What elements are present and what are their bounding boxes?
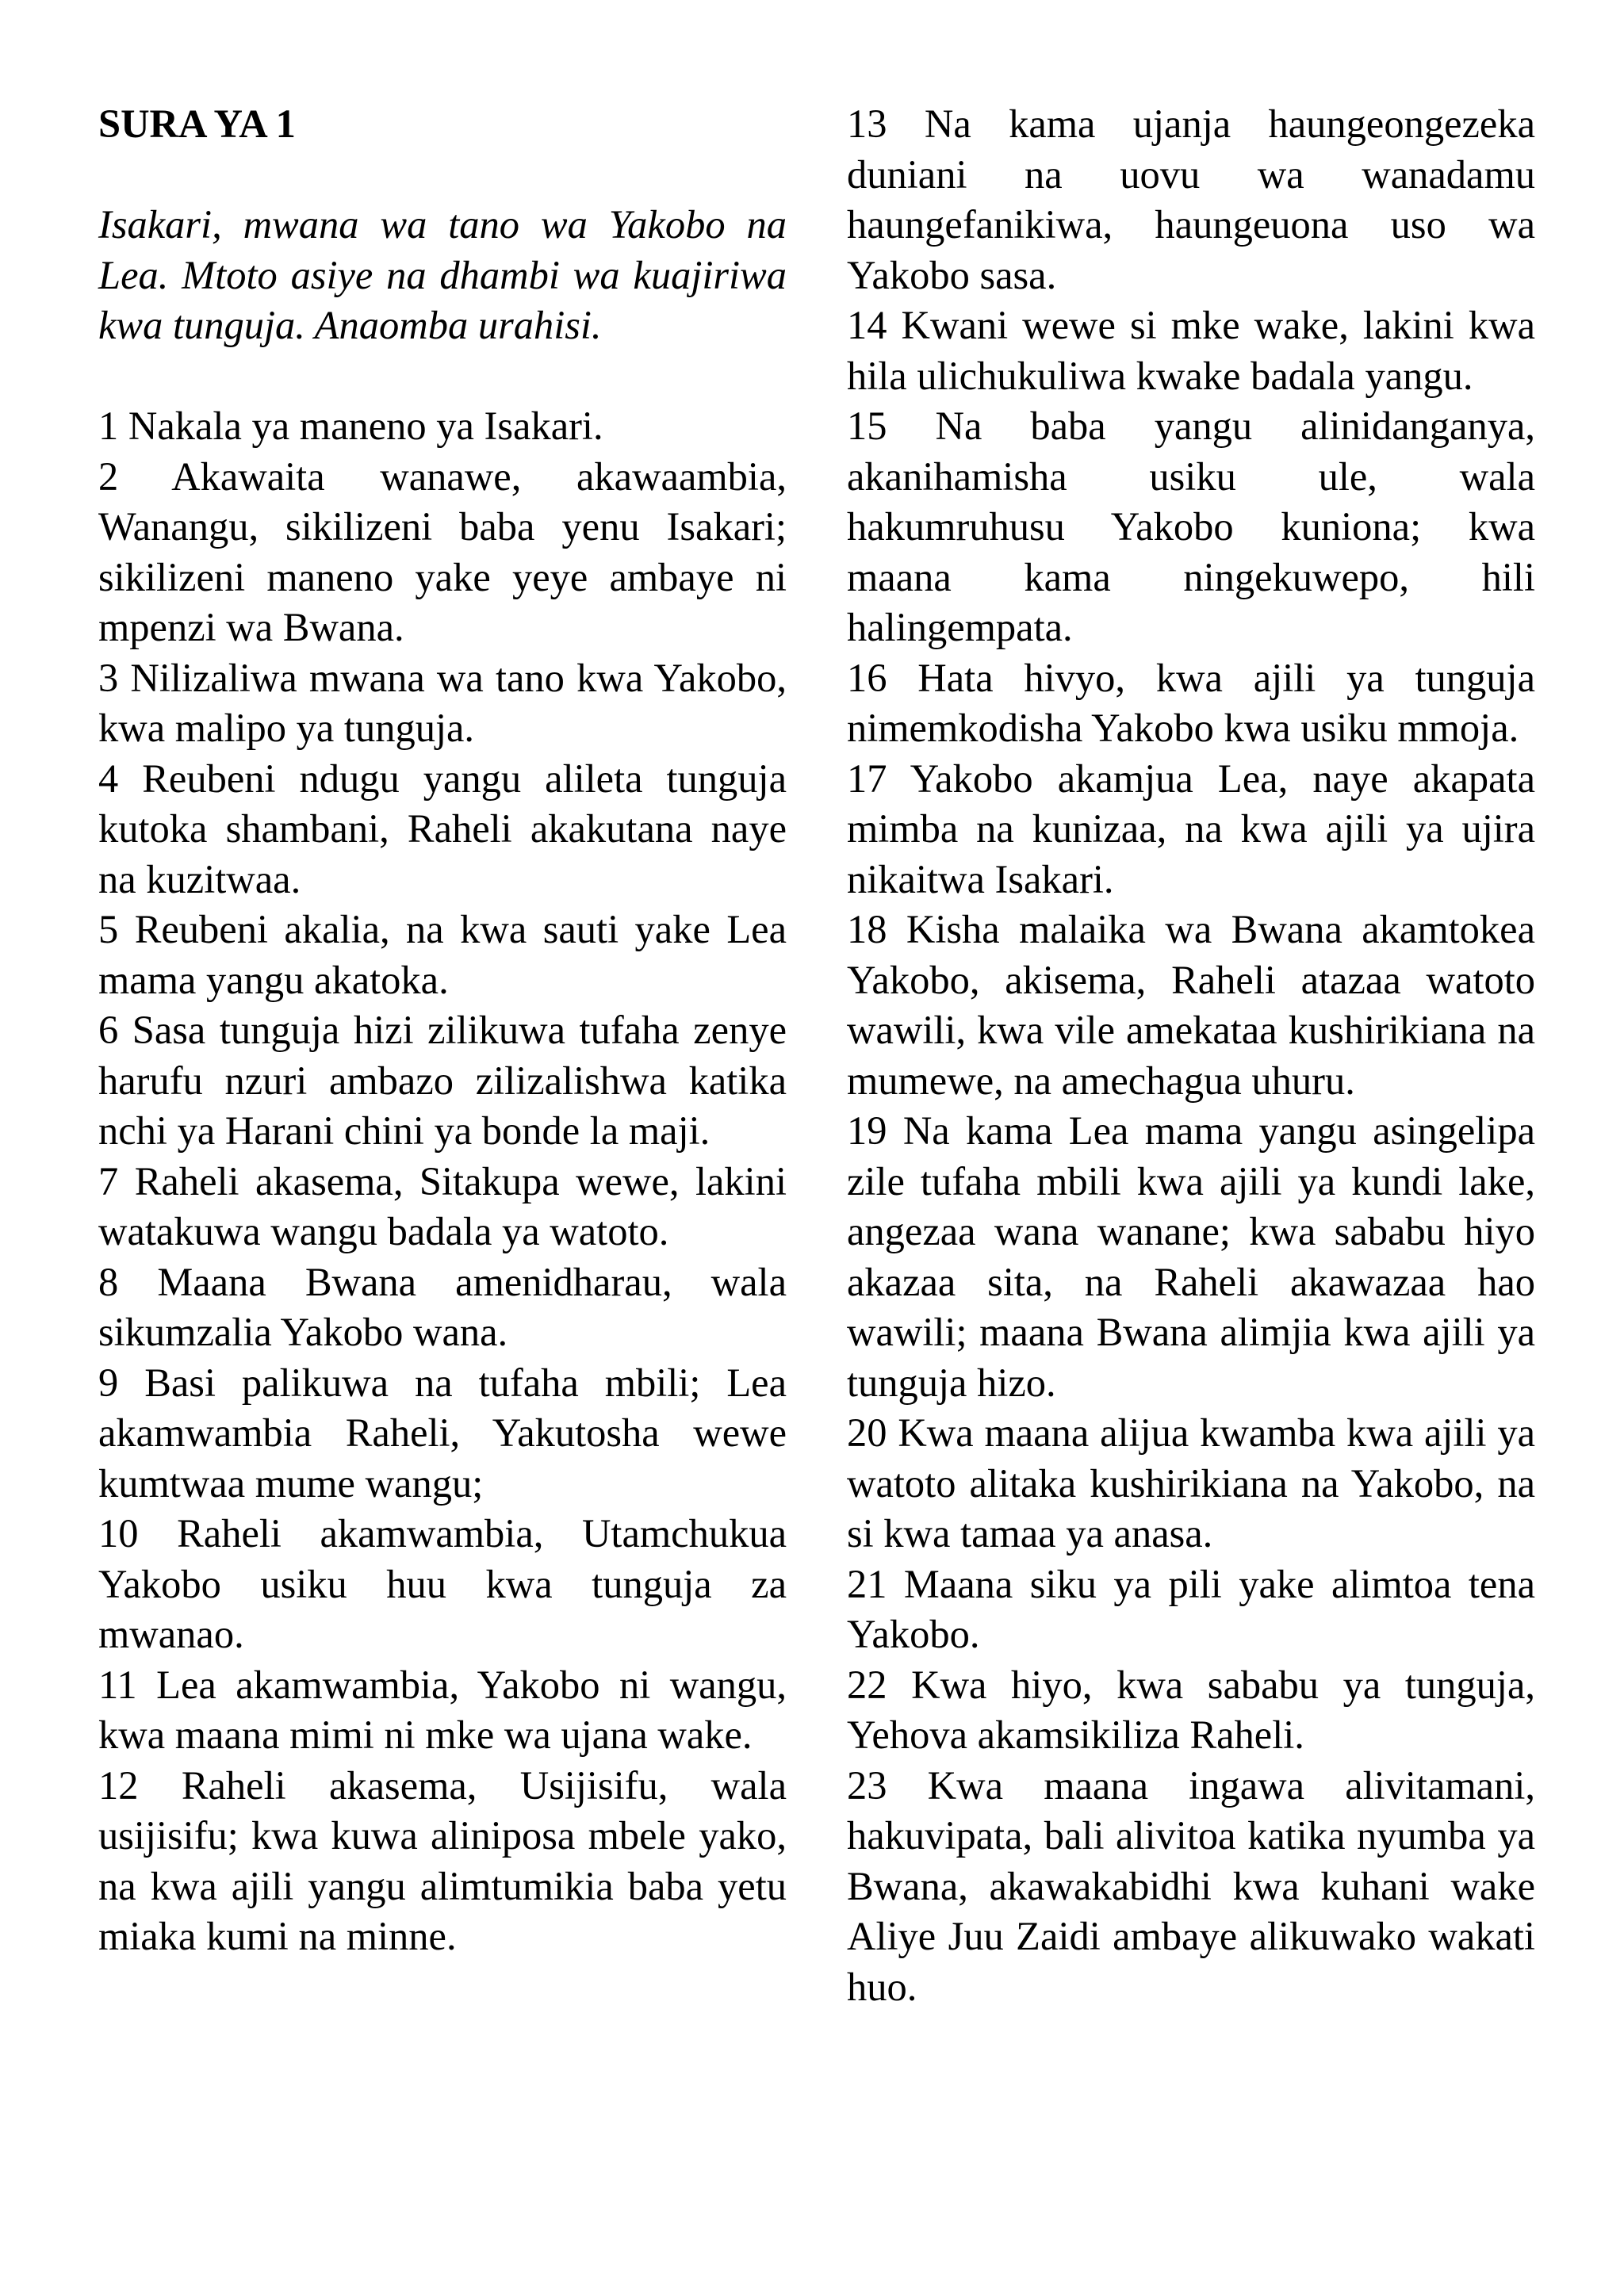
- verse: 8 Maana Bwana amenidharau, wala sikumzalia Yakobo wana.: [98, 1259, 787, 1354]
- chapter-heading: SURA YA 1: [98, 101, 296, 146]
- verse: 10 Raheli akamwambia, Utamchukua Yakobo usiku huu kwa tunguja za mwanao.: [98, 1511, 787, 1656]
- verse: 12 Raheli akasema, Usijisifu, wala usijisifu; kwa kuwa aliniposa mbele yako, na kwa ajili yangu alimtumikia baba yetu miaka kumi na minne.: [98, 1762, 787, 1958]
- verse: 21 Maana siku ya pili yake alimtoa tena Yakobo.: [847, 1561, 1535, 1656]
- verse: 7 Raheli akasema, Sitakupa wewe, lakini watakuwa wangu badala ya watoto.: [98, 1158, 787, 1253]
- verse: 3 Nilizaliwa mwana wa tano kwa Yakobo, kwa malipo ya tunguja.: [98, 655, 787, 750]
- verse: 9 Basi palikuwa na tufaha mbili; Lea akamwambia Raheli, Yakutosha wewe kumtwaa mume wangu;: [98, 1360, 787, 1506]
- left-column: [98, 99, 787, 1962]
- verse: 2 Akawaita wanawe, akawaambia, Wanangu, sikilizeni baba yenu Isakari; sikilizeni maneno yake yeye ambaye ni mpenzi wa Bwana.: [98, 453, 787, 649]
- verse: 4 Reubeni ndugu yangu alileta tunguja kutoka shambani, Raheli akakutana naye na kuzitwaa.: [98, 756, 787, 901]
- verse-list-left: [98, 401, 787, 1962]
- verse: 5 Reubeni akalia, na kwa sauti yake Lea mama yangu akatoka.: [98, 907, 787, 1002]
- verse: 13 Na kama ujanja haungeongezeka duniani na uovu wa wanadamu haungefanikiwa, haungeuona uso wa Yakobo sasa.: [847, 101, 1535, 297]
- verse: 14 Kwani wewe si mke wake, lakini kwa hila ulichukuliwa kwake badala yangu.: [847, 303, 1535, 398]
- verse: 20 Kwa maana alijua kwamba kwa ajili ya watoto alitaka kushirikiana na Yakobo, na si kwa tamaa ya anasa.: [847, 1410, 1535, 1556]
- verse: 6 Sasa tunguja hizi zilikuwa tufaha zenye harufu nzuri ambazo zilizalishwa katika nchi ya Harani chini ya bonde la maji.: [98, 1008, 787, 1153]
- verse: 22 Kwa hiyo, kwa sababu ya tunguja, Yehova akamsikiliza Raheli.: [847, 1662, 1535, 1757]
- verse: 16 Hata hivyo, kwa ajili ya tunguja nimemkodisha Yakobo kwa usiku mmoja.: [847, 655, 1535, 750]
- chapter-summary: Isakari, mwana wa tano wa Yakobo na Lea. Mtoto asiye na dhambi wa kuajiriwa kwa tunguja. Anaomba urahisi.: [98, 202, 787, 347]
- verse: 15 Na baba yangu alinidanganya, akanihamisha usiku ule, wala hakumruhusu Yakobo kuniona; kwa maana kama ningekuwepo, hili halingempata.: [847, 404, 1535, 649]
- verse: 23 Kwa maana ingawa alivitamani, hakuvipata, bali alivitoa katika nyumba ya Bwana, akawakabidhi kwa kuhani wake Aliye Juu Zaidi ambaye alikuwako wakati huo.: [847, 1762, 1535, 2009]
- verse: 18 Kisha malaika wa Bwana akamtokea Yakobo, akisema, Raheli atazaa watoto wawili, kwa vile amekataa kushirikiana na mumewe, na amechagua uhuru.: [847, 907, 1535, 1103]
- verse: 11 Lea akamwambia, Yakobo ni wangu, kwa maana mimi ni mke wa ujana wake.: [98, 1662, 787, 1757]
- verse: 19 Na kama Lea mama yangu asingelipa zile tufaha mbili kwa ajili ya kundi lake, angezaa wana wanane; kwa sababu hiyo akazaa sita, na Raheli akawazaa hao wawili; maana Bwana alimjia kwa ajili ya tunguja hizo.: [847, 1108, 1535, 1405]
- verse-list-right: [847, 99, 1535, 2012]
- verse: 1 Nakala ya maneno ya Isakari.: [98, 404, 603, 448]
- verse: 17 Yakobo akamjua Lea, naye akapata mimba na kunizaa, na kwa ajili ya ujira nikaitwa Isakari.: [847, 756, 1535, 901]
- right-column: [847, 99, 1535, 2012]
